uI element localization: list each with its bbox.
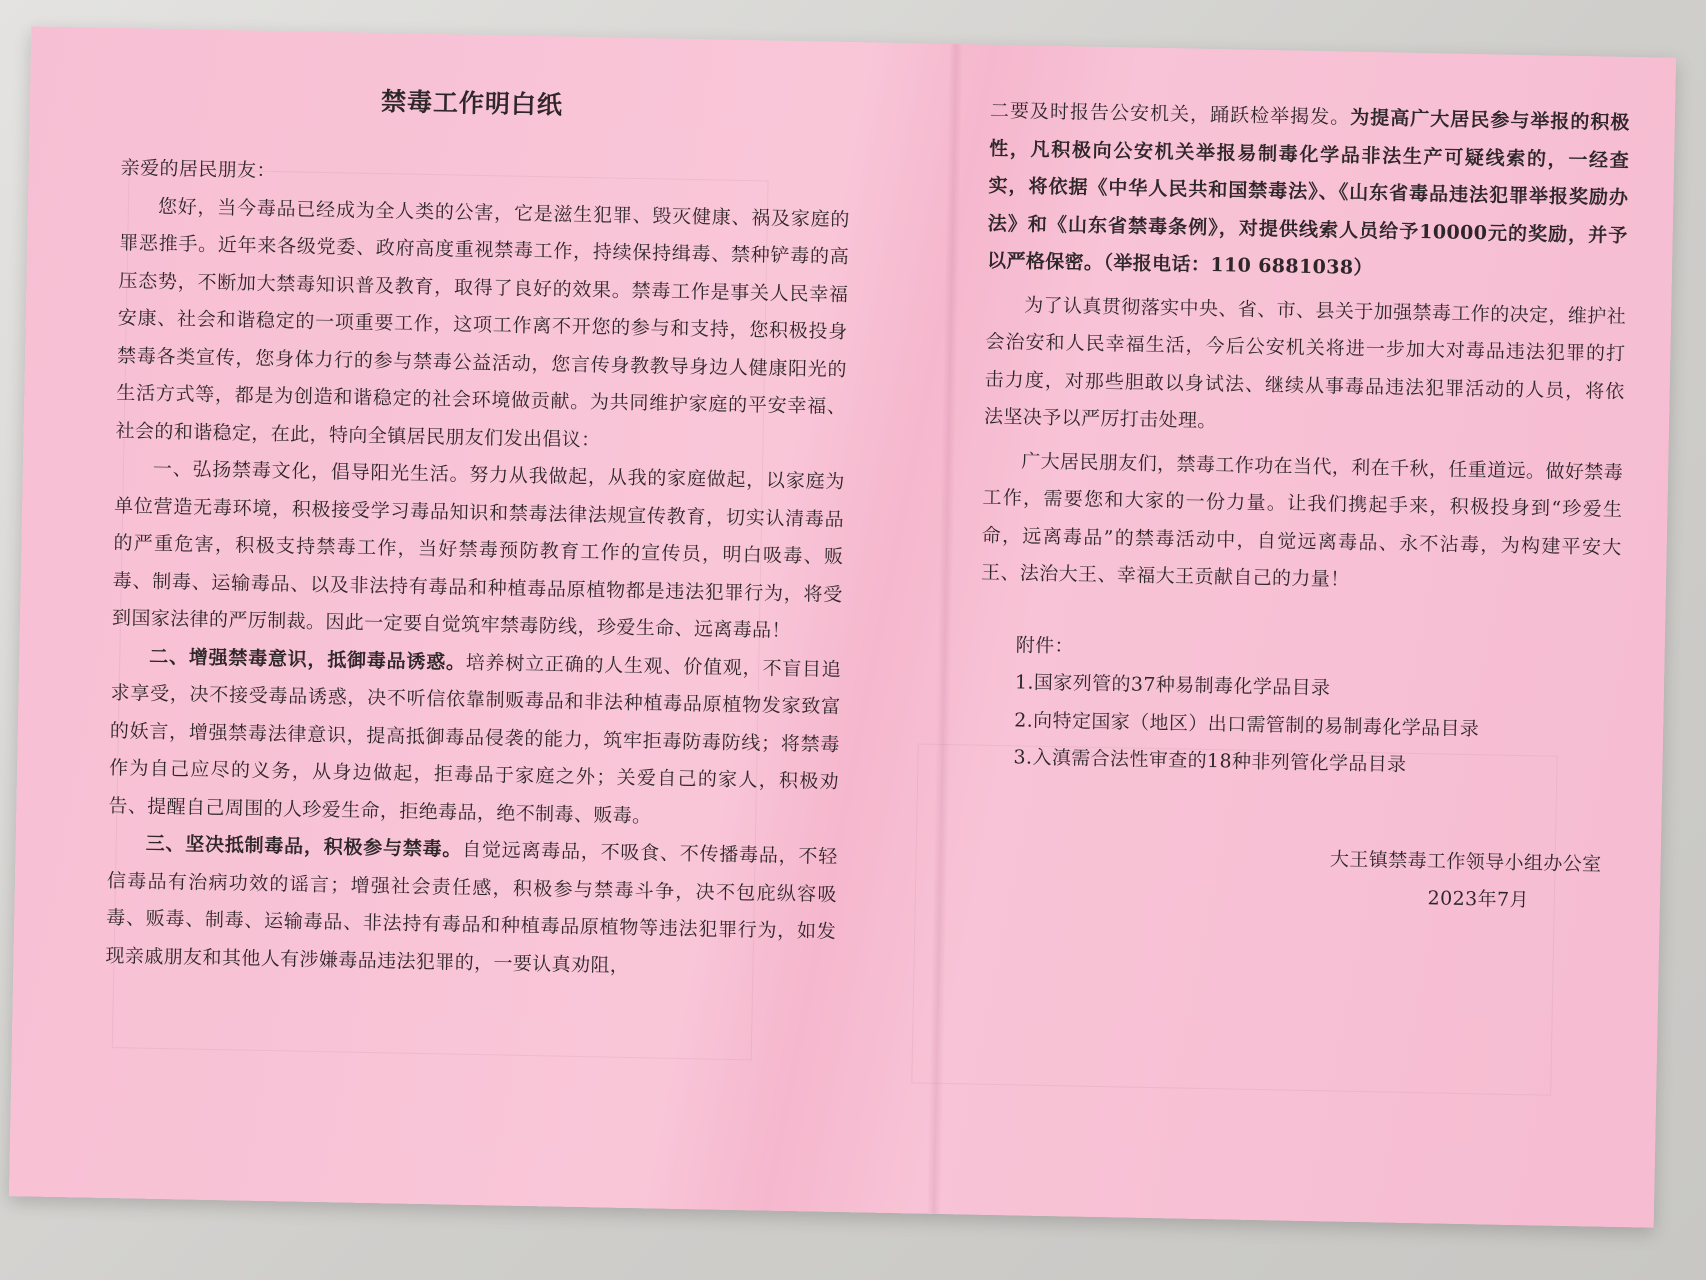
left-column: [105, 76, 852, 989]
pink-flyer-sheet: [9, 26, 1676, 1227]
crackdown-paragraph: 为了认真贯彻落实中央、省、市、县关于加强禁毒工作的决定，维护社会治安和人民幸福生活，今后公安机关将进一步加大对毒品违法犯罪的打击力度，对那些胆敢以身试法、继续从事毒品违法犯罪活动的人员，将依法坚决予以严厉打击处理。: [983, 293, 1627, 433]
report-paragraph: [987, 93, 1630, 293]
initiative-1: [112, 450, 845, 651]
report-reward-text: 为提高广大居民参与举报的积极性，凡积极向公安机关举报易制毒化学品非法生产可疑线索的，一经查实，将依据《中华人民共和国禁毒法》、《山东省毒品违法犯罪举报奖励办法》和《山东省禁毒条例》，对提供线索人员给予10000元的奖励，并予以严格保密。（举报电话：110 6881038）: [986, 106, 1631, 280]
attachments-label: 附件：: [1015, 633, 1075, 657]
initiative-3: [105, 825, 838, 989]
initiative-1-heading: 一、弘扬禁毒文化，倡导阳光生活。: [152, 457, 470, 486]
intro-paragraph: 您好，当今毒品已经成为全人类的公害，它是滋生犯罪、毁灭健康、祸及家庭的罪恶推手。近年来各级党委、政府高度重视禁毒工作，持续保持缉毒、禁种铲毒的高压态势，不断加大禁毒知识普及教育，取得了良好的效果。禁毒工作是事关人民幸福安康、社会和谐稳定的一项重要工作，这项工作离不开您的参与和支持，您积极投身禁毒各类宣传，您身体力行的参与禁毒公益活动，您言传身教教导身边人健康阳光的生活方式等，都是为创造和谐稳定的社会环境做贡献。为共同维护家庭的平安幸福、社会的和谐稳定，在此，特向全镇居民朋友们发出倡议：: [115, 195, 851, 451]
initiative-1-body: 努力从我做起，从我的家庭做起，以家庭为单位营造无毒环境，积极接受学习毒品知识和禁毒法律法规宣传教育，切实认清毒品的严重危害，积极支持禁毒工作，当好禁毒预防教育工作的宣传员，明白吸毒、贩毒、制毒、运输毒品、以及非法持有毒品和种植毒品原植物都是违法犯罪行为，将受到国家法律的严厉制裁。因此一定要自觉筑牢禁毒防线，珍爱生命、远离毒品！: [111, 463, 845, 643]
attachment-item: 1.国家列管的37种易制毒化学品目录: [1014, 671, 1331, 700]
attachment-item: 3.入滇需合法性审查的18种非列管化学品目录: [1013, 746, 1407, 776]
initiative-3-body: 自觉远离毒品，不吸食、不传播毒品，不轻信毒品有治病功效的谣言；增强社会责任感，积极参与禁毒斗争，决不包庇纵容吸毒、贩毒、制毒、运输毒品、非法持有毒品和种植毒品原植物等违法犯罪行为，如发现亲戚朋友和其他人有涉嫌毒品违法犯罪的，一要认真劝阻，: [105, 838, 838, 977]
document-title: 禁毒工作明白纸: [380, 87, 564, 120]
initiative-2-body: 培养树立正确的人生观、价值观，不盲目追求享受，决不接受毒品诱惑，决不听信依靠制贩毒品和非法种植毒品原植物发家致富的妖言，增强禁毒法律意识，提高抵御毒品侵袭的能力，筑牢拒毒防毒防线；将禁毒作为自己应尽的义务，从身边做起，拒毒品于家庭之外；关爱自己的家人，积极劝告、提醒自己周围的人珍爱生命，拒绝毒品，绝不制毒、贩毒。: [108, 651, 842, 827]
initiative-3-heading: 三、坚决抵制毒品，积极参与禁毒。: [145, 832, 463, 861]
salutation: 亲爱的居民朋友：: [120, 157, 277, 183]
attachment-item: 2.向特定国家（地区）出口需管制的易制毒化学品目录: [1014, 708, 1480, 740]
initiative-2-heading: 二、增强禁毒意识，抵御毒品诱惑。: [149, 645, 466, 674]
closing-paragraph: 广大居民朋友们，禁毒工作功在当代，利在千秋，任重道远。做好禁毒工作，需要您和大家的一份力量。让我们携起手来，积极投身到“珍爱生命，远离毒品”的禁毒活动中，自觉远离毒品、永不沾毒，为构建平安大王、法治大王、幸福大王贡献自己的力量！: [980, 449, 1624, 591]
report-continuation: 二要及时报告公安机关，踊跃检举揭发。: [989, 99, 1351, 129]
issue-date: 2023年7月: [1427, 887, 1530, 912]
right-column: [975, 93, 1631, 922]
initiative-2: [108, 637, 841, 838]
issuer-signature: 大王镇禁毒工作领导小组办公室: [1329, 847, 1602, 876]
